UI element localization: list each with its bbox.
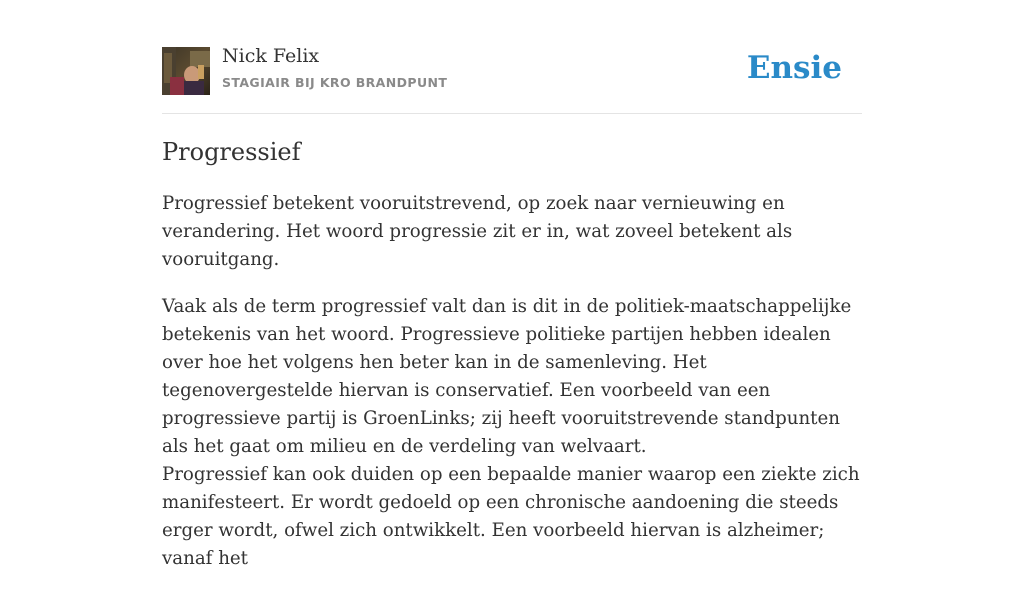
content-column	[162, 0, 862, 569]
author-header	[162, 0, 862, 114]
paragraph: Vaak als de term progressief valt dan is dit in de politiek-maatschappelijke betekenis van het woord. Progressieve politieke partijen hebben idealen over hoe het volgens hen beter kan in de samenleving. Het tegenovergestelde hiervan is conservatief. Een voorbeeld van een progressieve partij is GroenLinks; zij heeft vooruitstrevende standpunten als het gaat om milieu en de verdeling van welvaart.	[162, 296, 852, 457]
paragraph: Progressief kan ook duiden op een bepaalde manier waarop een ziekte zich manifesteert. Er wordt gedoeld op een chronische aandoening die steeds erger wordt, ofwel zich ontwikkelt. Een voorbeeld hiervan is alzheimer; vanaf het	[162, 464, 860, 569]
article-title: Progressief	[162, 138, 301, 166]
author-role: STAGIAIR BIJ KRO BRANDPUNT	[222, 75, 448, 90]
paragraph: Progressief betekent vooruitstrevend, op zoek naar vernieuwing en verandering. Het woord progressie zit er in, wat zoveel betekent als vooruitgang.	[162, 193, 793, 270]
author-name[interactable]: Nick Felix	[222, 45, 320, 67]
avatar-photo-icon	[162, 47, 210, 95]
avatar[interactable]	[162, 47, 210, 95]
article-body	[162, 190, 862, 592]
brand-logo[interactable]: Ensie	[746, 50, 842, 86]
